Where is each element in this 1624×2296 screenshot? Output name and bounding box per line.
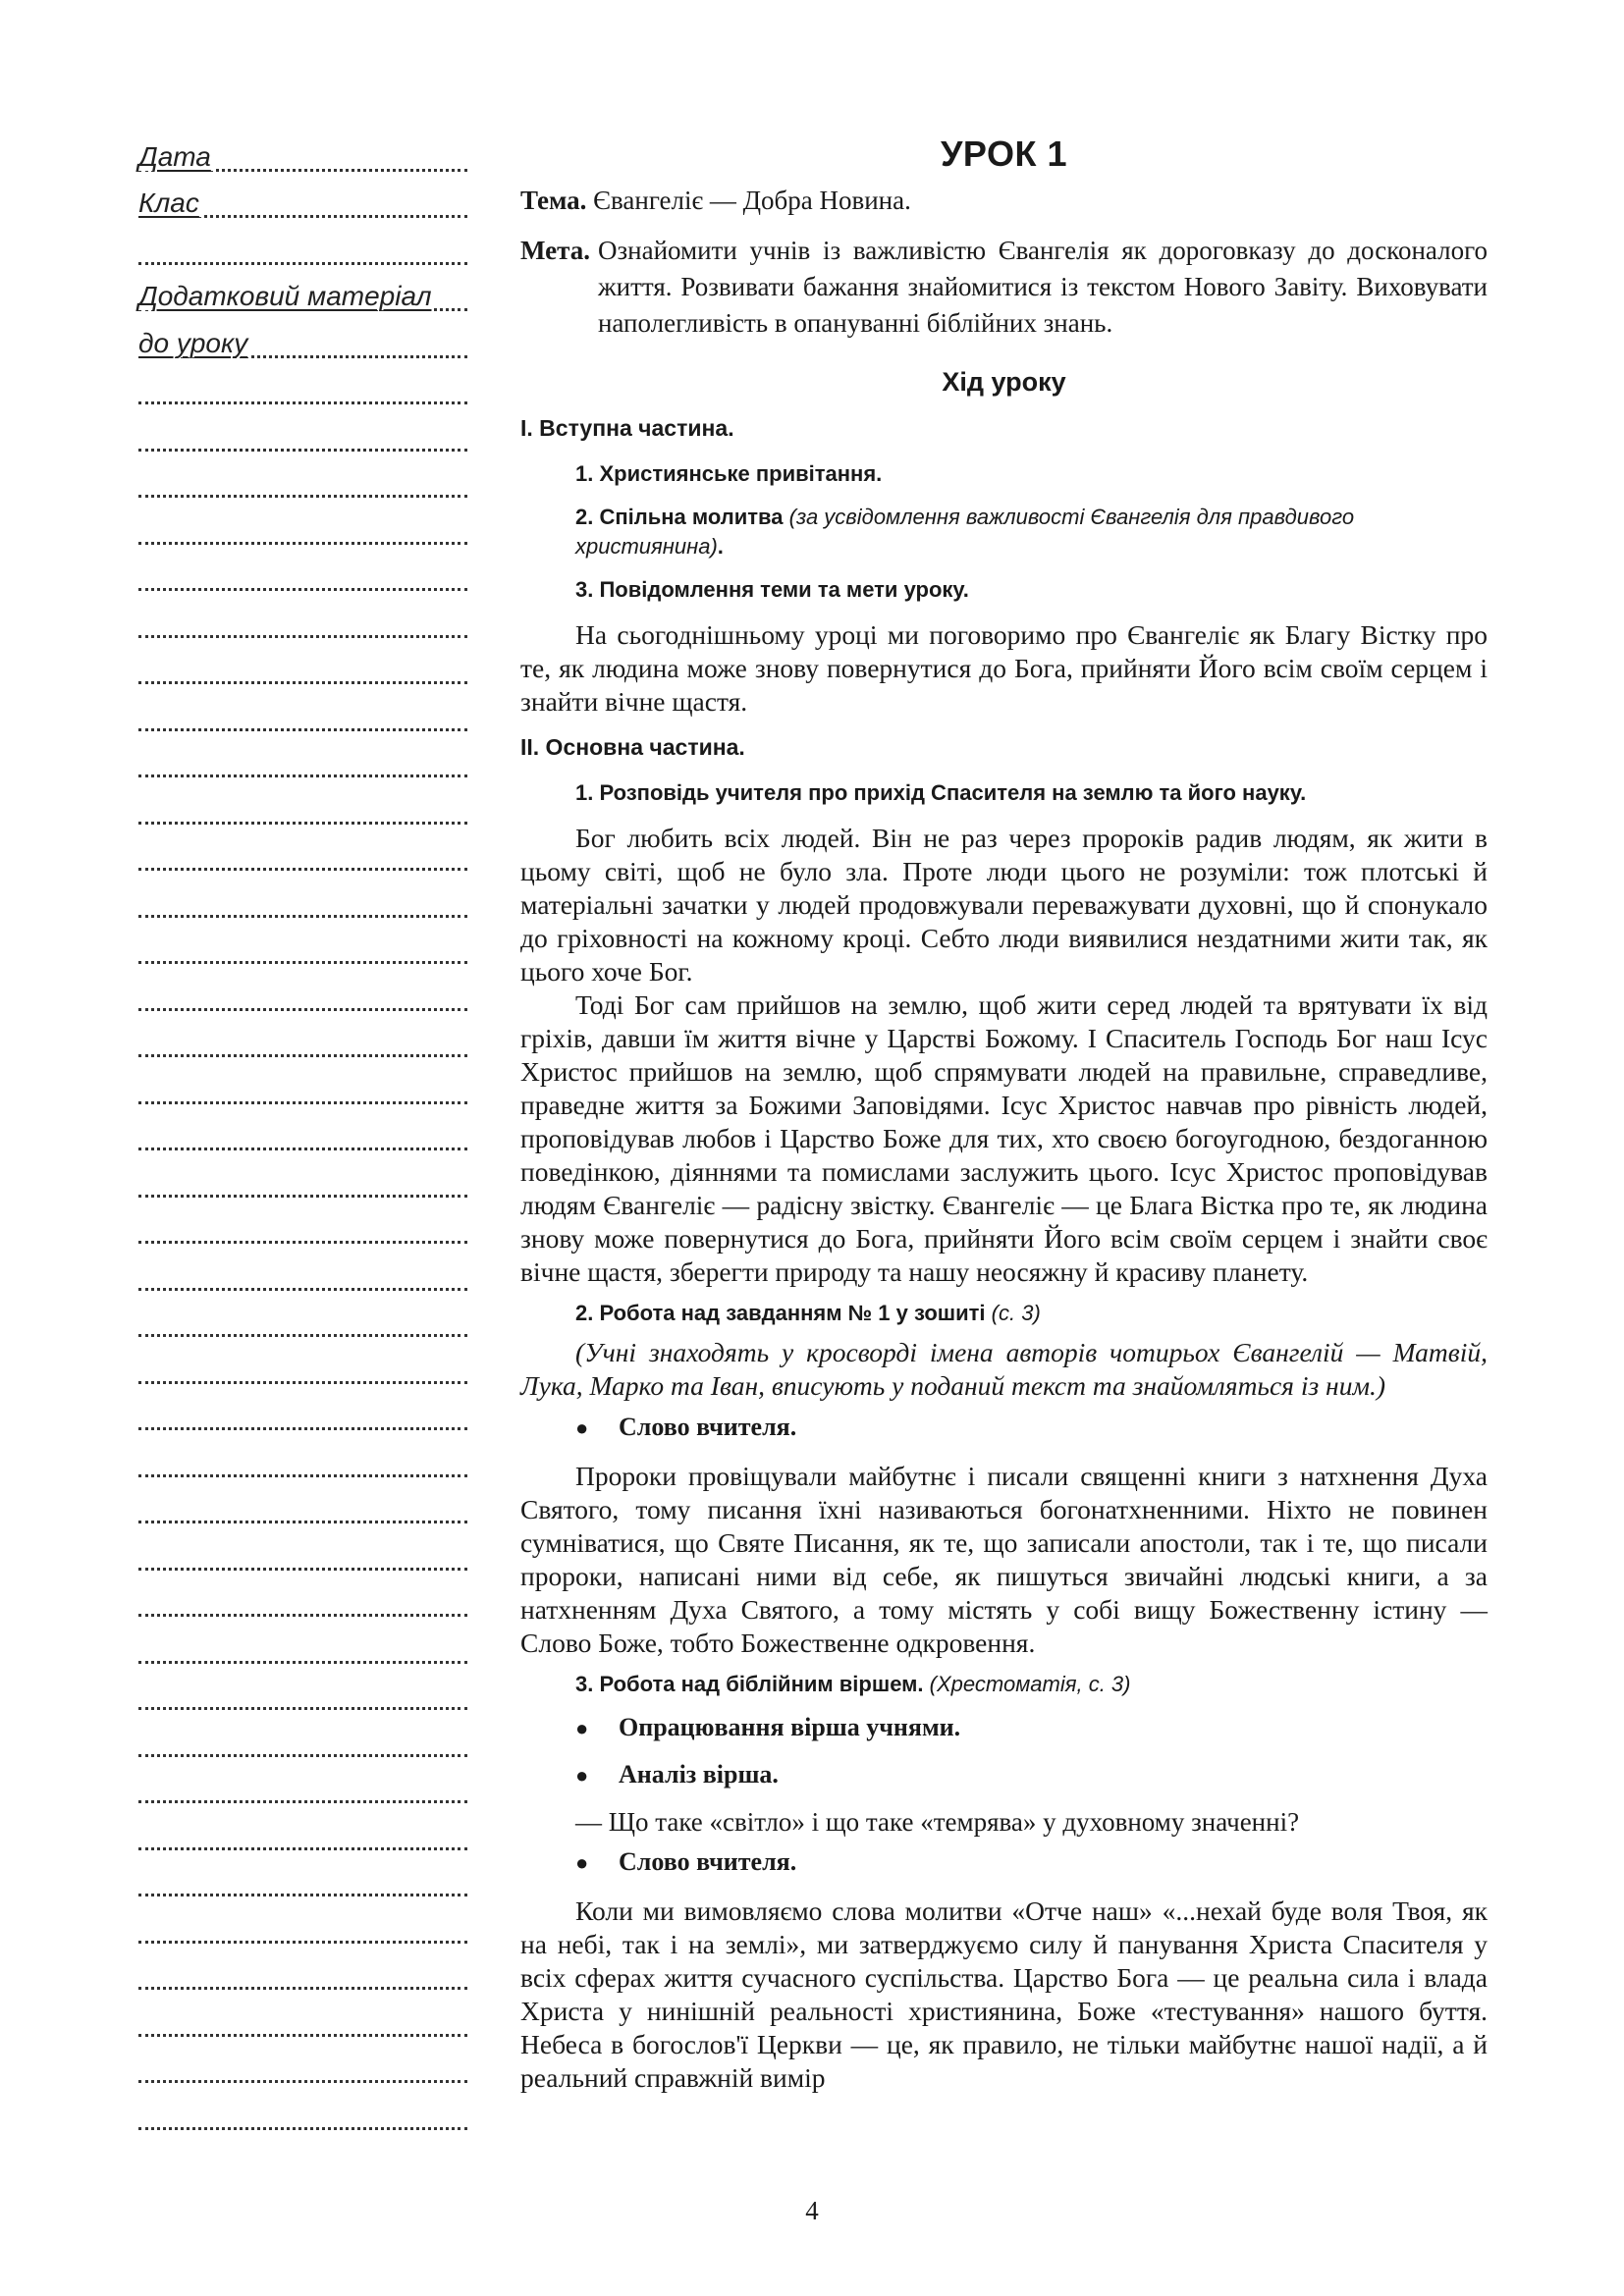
blank-line xyxy=(136,647,467,694)
date-field xyxy=(136,133,467,181)
margin-notes-column xyxy=(136,133,467,2139)
bullet-text: Слово вчителя. xyxy=(619,1413,797,1441)
extra-material-label-1: Додатковий матеріал xyxy=(138,281,432,311)
blank-line xyxy=(136,507,467,554)
part1-item1: 1. Християнське привітання. xyxy=(575,461,883,486)
question-line: — Що таке «світло» і що таке «темрява» у духовному значенні? xyxy=(575,1807,1300,1837)
lesson-title: УРОК 1 xyxy=(941,133,1067,174)
blank-line xyxy=(136,1393,467,1440)
bullet-teacher-word-2 xyxy=(575,1847,1488,1877)
blank-line xyxy=(136,1020,467,1067)
part2-item3-note: (Хрестоматія, с. 3) xyxy=(929,1672,1131,1696)
bullet-icon: ● xyxy=(575,1850,589,1875)
part2-paragraph-3: (Учні знаходять у кросворді імена авторів чотирьох Євангелій — Матвій, Лука, Марко та Іван, вписують у поданий текст та знайомляться із ним.) xyxy=(520,1337,1488,1401)
part2-item3 xyxy=(575,1670,1488,1699)
bullet-poem-analysis xyxy=(575,1760,1488,1789)
blank-line xyxy=(136,460,467,507)
extra-material-field xyxy=(136,274,467,321)
part1-item2-end: . xyxy=(717,534,724,559)
blank-line xyxy=(136,1905,467,1952)
blank-line xyxy=(136,1486,467,1533)
part2-paragraph-2: Тоді Бог сам прийшов на землю, щоб жити серед людей та врятувати їх від гріхів, давши їм життя вічне у Царстві Божому. І Спаситель Господь Бог наш Ісус Христос прийшов на землю, щоб спрямувати людей на правильне, справедливе, праведне життя за Божими Заповідями. Ісус Христос навчав про рівність людей, проповідував любов і Царство Боже для тих, хто своєю богоугодною, бездоганною поведінкою, діяннями та помислами заслужить цього. Ісус Христос проповідував людям Євангеліє — радісну звістку. Євангеліє — це Блага Вістка про те, як людина знову може повернутися до Бога, прийняти Його всім своїм серцем і знайти своє вічне щастя, зберегти природу та нашу неосяжну й красиву планету. xyxy=(520,989,1488,1287)
bullet-icon: ● xyxy=(575,1415,589,1440)
blank-line xyxy=(136,367,467,414)
part2-paragraph-4: Пророки провіщували майбутнє і писали священні книги з натхнення Духа Святого, тому писання їхні називаються богонатхненними. Ніхто не повинен сумніватися, що Святе Писання, як те, що записали апостоли, так і те, що писали пророки, написані ними від себе, як пишуться звичайні людські книги, а за натхненням Духа Святого, а тому містять у собі вищу Божественну істину — Слово Боже, тобто Божественне одкровення. xyxy=(520,1461,1488,1658)
part1-heading: І. Вступна частина. xyxy=(520,415,734,441)
part2-heading: ІІ. Основна частина. xyxy=(520,734,745,760)
extra-material-label-2: до уроку xyxy=(138,327,248,358)
blank-line xyxy=(136,1113,467,1160)
lesson-course-title: Хід уроку xyxy=(942,367,1066,397)
bullet-text: Аналіз вірша. xyxy=(619,1760,779,1789)
blank-line xyxy=(136,1346,467,1393)
topic-text: Євангеліє — Добра Новина. xyxy=(593,186,911,215)
lesson-topic xyxy=(520,183,1488,219)
blank-line xyxy=(136,600,467,647)
blank-line xyxy=(136,1812,467,1859)
bullet-text: Слово вчителя. xyxy=(619,1847,797,1876)
extra-material-field-2 xyxy=(136,320,467,367)
blank-line xyxy=(136,1206,467,1254)
blank-line xyxy=(136,1952,467,2000)
part2-item1: 1. Розповідь учителя про прихід Спасителя на землю та його науку. xyxy=(575,780,1307,805)
class-label: Клас xyxy=(138,187,199,218)
part2-paragraph-5: Коли ми вимовляємо слова молитви «Отче наш» «...нехай буде воля Твоя, як на небі, так і на землі», ми затверджуємо силу й панування Христа Спасителя у всіх сферах життя сучасного суспільства. Царство Бога — це реальна сила і влада Христа у нинішній реальності християнина, Боже «тестування» нашого буття. Небеса в богослов'ї Церкви — це, як правило, не тільки майбутнє нашої надії, а й реальний справжній вимір xyxy=(520,1896,1488,2093)
blank-line xyxy=(136,2046,467,2093)
blank-line xyxy=(136,833,467,881)
bullet-icon: ● xyxy=(575,1763,589,1788)
blank-line xyxy=(136,1253,467,1300)
blank-line xyxy=(136,413,467,460)
class-field xyxy=(136,181,467,228)
bullet-text: Опрацювання вірша учнями. xyxy=(619,1713,961,1741)
part2-item2 xyxy=(575,1299,1488,1328)
goal-label: Мета. xyxy=(520,236,590,265)
blank-line xyxy=(136,880,467,927)
blank-line xyxy=(136,1766,467,1813)
blank-line xyxy=(136,227,467,274)
blank-line xyxy=(136,554,467,601)
page-number: 4 xyxy=(805,2196,819,2225)
blank-line xyxy=(136,1439,467,1486)
blank-line xyxy=(136,1999,467,2046)
blank-line xyxy=(136,2092,467,2139)
blank-line xyxy=(136,927,467,974)
blank-line xyxy=(136,973,467,1020)
blank-line xyxy=(136,1532,467,1579)
goal-text: Ознайомити учнів із важливістю Євангелія як дороговказу до досконалого життя. Розвивати бажання знайомитися із текстом Нового Завіту. Виховувати наполегливість в опануванні біблійних знань. xyxy=(597,236,1488,338)
blank-line xyxy=(136,1300,467,1347)
part2-item2-note: (с. 3) xyxy=(991,1301,1041,1325)
bullet-icon: ● xyxy=(575,1716,589,1740)
part2-paragraph-1: Бог любить всіх людей. Він не раз через пророків радив людям, як жити в цьому світі, щоб не було зла. Проте люди цього не розуміли: тож плотські й матеріальні зачатки у людей продовжували переважувати духовні, що й спонукало до гріховності на кожному кроці. Себто люди виявилися нездатними жити так, як цього хоче Бог. xyxy=(520,823,1488,987)
part2-item3-title: 3. Робота над біблійним віршем. xyxy=(575,1672,924,1696)
blank-lines-group xyxy=(136,367,467,2139)
blank-line xyxy=(136,1859,467,1906)
lesson-content xyxy=(520,130,1488,2105)
part1-paragraph: На сьогоднішньому уроці ми поговоримо про Євангеліє як Благу Вістку про те, як людина може знову повернутися до Бога, прийняти Його всім своїм серцем і знайти вічне щастя. xyxy=(520,619,1488,717)
bullet-poem-processing xyxy=(575,1713,1488,1742)
part1-item2-title: 2. Спільна молитва xyxy=(575,505,784,529)
part2-item2-title: 2. Робота над завданням № 1 у зошиті xyxy=(575,1301,986,1325)
bullet-teacher-word-1 xyxy=(575,1413,1488,1442)
part1-item3: 3. Повідомлення теми та мети уроку. xyxy=(575,577,969,602)
blank-line xyxy=(136,1159,467,1206)
lesson-goal xyxy=(520,233,1488,342)
part1-item2 xyxy=(575,503,1488,561)
blank-line xyxy=(136,1626,467,1673)
part1-item2-note: (за усвідомлення важливості Євангелія для правдивого християнина) xyxy=(575,505,1355,559)
blank-line xyxy=(136,1579,467,1627)
blank-line xyxy=(136,693,467,740)
blank-line xyxy=(136,1719,467,1766)
date-label: Дата xyxy=(138,140,211,172)
blank-line xyxy=(136,1673,467,1720)
blank-line xyxy=(136,740,467,787)
topic-label: Тема. xyxy=(520,186,587,215)
blank-line xyxy=(136,1066,467,1113)
blank-line xyxy=(136,786,467,833)
